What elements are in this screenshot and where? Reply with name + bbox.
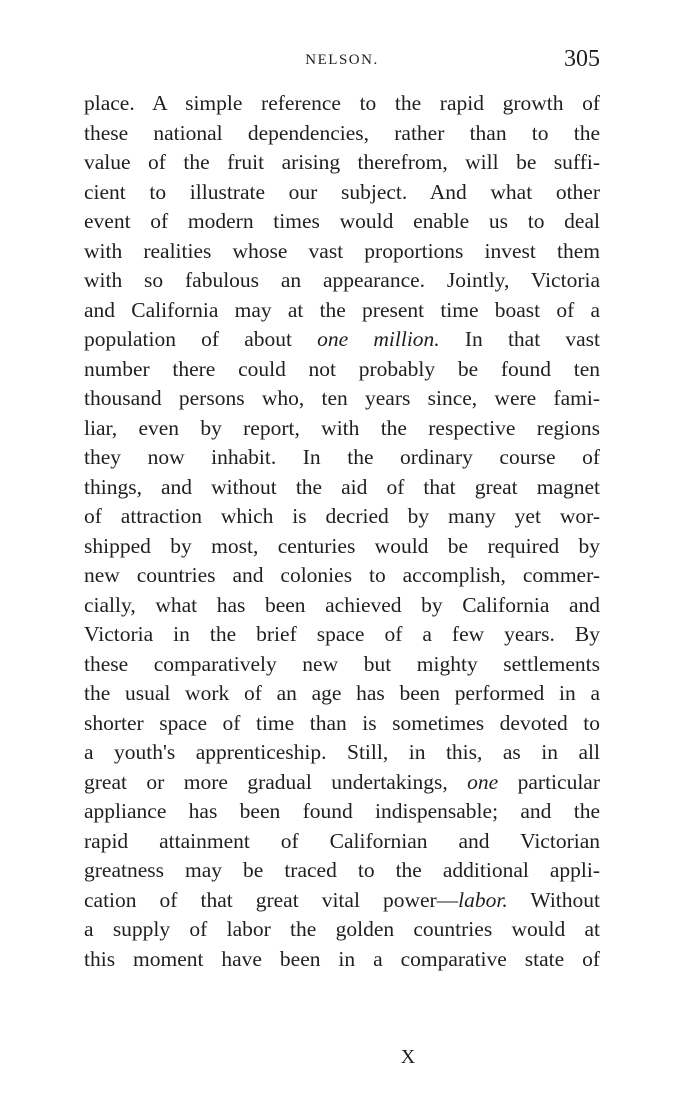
text-fragment: Without xyxy=(507,887,600,912)
text-line: number there could not probably be found ten xyxy=(84,356,600,381)
text-line: of attraction which is decried by many yet wor- xyxy=(84,504,600,528)
text-fragment: particular xyxy=(498,769,600,794)
signature-mark: X xyxy=(400,1046,416,1068)
body-text xyxy=(84,89,600,974)
text-line: with so fabulous an appearance. Jointly, Victoria xyxy=(84,268,600,292)
text-fragment: population of about xyxy=(84,327,318,351)
text-line: shipped by most, centuries would be required by xyxy=(84,533,600,558)
text-line: these comparatively new but mighty settlements xyxy=(84,651,600,676)
text-line: a supply of labor the golden countries would at xyxy=(84,917,600,941)
text-line: new countries and colonies to accomplish, commer- xyxy=(84,563,600,587)
text-line: a youth's apprenticeship. Still, in this, as in all xyxy=(84,740,600,764)
text-line: thousand persons who, ten years since, were fami- xyxy=(84,386,600,410)
text-fragment: In that vast xyxy=(439,327,600,351)
text-line: cially, what has been achieved by California and xyxy=(84,592,600,617)
running-head xyxy=(84,46,600,76)
italic-text: one xyxy=(467,769,499,794)
text-line xyxy=(84,886,600,916)
italic-text: labor. xyxy=(458,887,508,912)
page-number: 305 xyxy=(564,46,600,72)
text-fragment: cation of that great vital power— xyxy=(84,887,459,912)
text-line: shorter space of time than is sometimes devoted to xyxy=(84,710,600,735)
text-fragment: great or more gradual undertakings, xyxy=(84,769,468,794)
text-line: value of the fruit arising therefrom, will be suffi- xyxy=(84,150,600,174)
text-line: the usual work of an age has been performed in a xyxy=(84,681,600,705)
text-line: liar, even by report, with the respective regions xyxy=(84,415,600,440)
text-line: these national dependencies, rather than to the xyxy=(84,120,600,145)
text-line: cient to illustrate our subject. And what other xyxy=(84,179,600,204)
running-title: NELSON. xyxy=(305,52,379,68)
text-line: rapid attainment of Californian and Victorian xyxy=(84,828,600,853)
text-line: and California may at the present time boast of a xyxy=(84,297,600,322)
text-line: event of modern times would enable us to deal xyxy=(84,209,600,233)
text-line: appliance has been found indispensable; and the xyxy=(84,799,600,823)
italic-text: one million. xyxy=(317,327,440,351)
text-line: with realities whose vast proportions invest them xyxy=(84,238,600,263)
text-line xyxy=(84,768,600,798)
text-line xyxy=(84,325,600,355)
text-line: this moment have been in a comparative state of xyxy=(84,946,600,971)
text-line: they now inhabit. In the ordinary course of xyxy=(84,445,600,469)
text-line: place. A simple reference to the rapid growth of xyxy=(84,91,600,115)
text-line: greatness may be traced to the additional appli- xyxy=(84,858,600,882)
text-line: things, and without the aid of that great magnet xyxy=(84,474,600,499)
text-line: Victoria in the brief space of a few years. By xyxy=(84,622,600,646)
